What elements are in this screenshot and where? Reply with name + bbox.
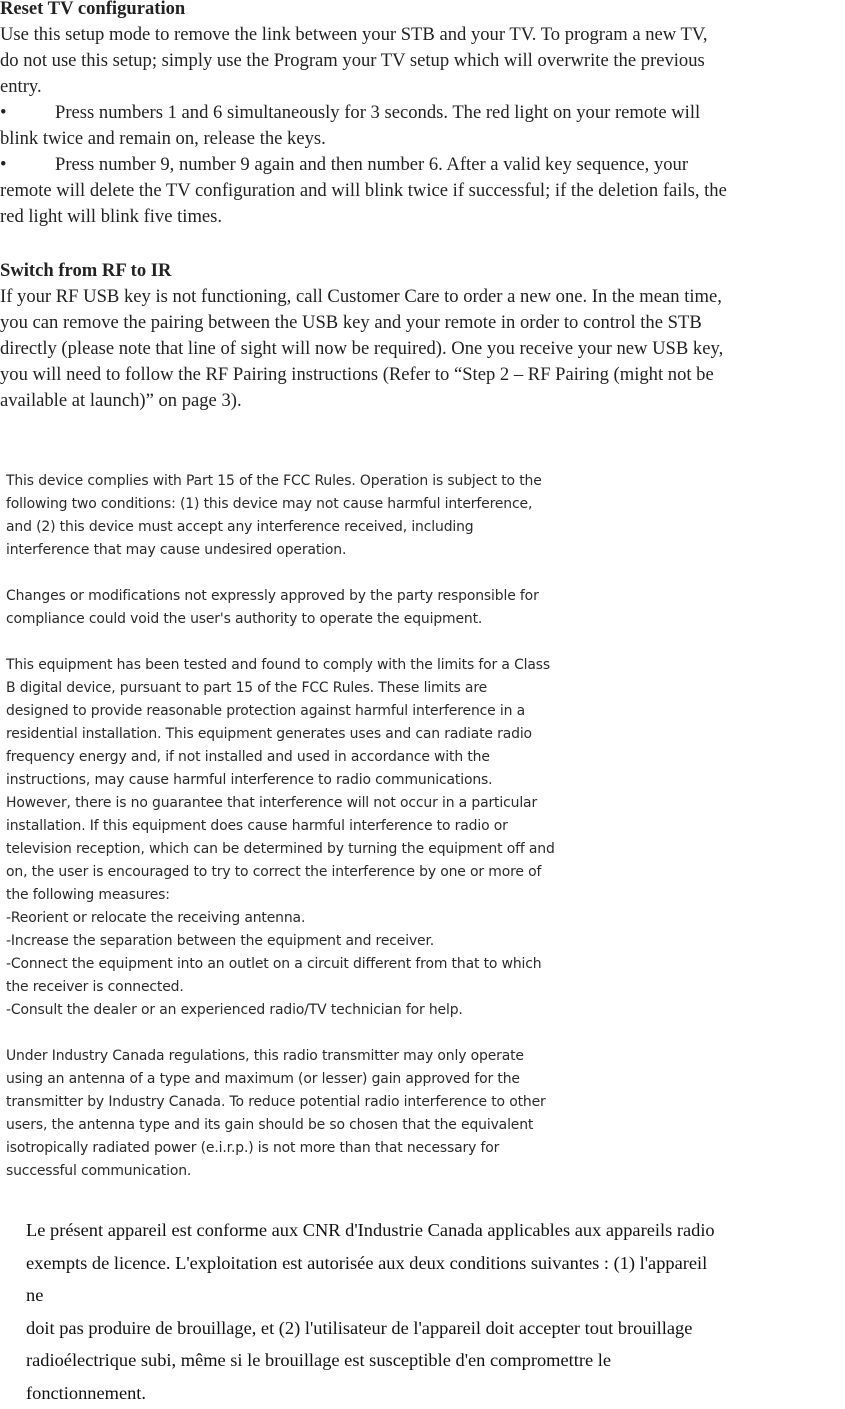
fcc-line: the receiver is connected. — [6, 975, 617, 998]
fcc-line: designed to provide reasonable protection against harmful interference in a — [6, 699, 617, 722]
fcc-line: transmitter by Industry Canada. To reduce potential radio interference to other — [6, 1090, 617, 1113]
fcc-paragraph-2 — [6, 584, 617, 630]
fcc-line: isotropically radiated power (e.i.r.p.) is not more than that necessary for — [6, 1136, 617, 1159]
reset-tv-heading: Reset TV configuration — [0, 0, 845, 22]
switch-line: you can remove the pairing between the USB key and your remote in order to control the STB — [0, 310, 845, 336]
switch-rf-ir-section — [0, 258, 845, 414]
french-line: radioélectrique subi, même si le brouillage est susceptible d'en compromettre le — [26, 1344, 845, 1377]
fcc-line: interference that may cause undesired operation. — [6, 538, 617, 561]
french-compliance-statement — [26, 1214, 845, 1409]
reset-bullet-2-cont: remote will delete the TV configuration and will blink twice if successful; if the deletion fails, the — [0, 178, 845, 204]
reset-bullet-2-cont: red light will blink five times. — [0, 204, 845, 230]
french-line: Le présent appareil est conforme aux CNR d'Industrie Canada applicables aux appareils radio — [26, 1214, 845, 1247]
bullet-marker: • — [0, 152, 55, 178]
switch-line: If your RF USB key is not functioning, call Customer Care to order a new one. In the mean time, — [0, 284, 845, 310]
fcc-paragraph-4 — [6, 1044, 617, 1182]
fcc-line: users, the antenna type and its gain should be so chosen that the equivalent — [6, 1113, 617, 1136]
french-line: doit pas produire de brouillage, et (2) l'utilisateur de l'appareil doit accepter tout brouillage — [26, 1312, 845, 1345]
reset-intro-line: entry. — [0, 74, 845, 100]
fcc-line: instructions, may cause harmful interference to radio communications. — [6, 768, 617, 791]
reset-bullet-2 — [0, 152, 845, 178]
bullet-marker: • — [0, 100, 55, 126]
fcc-line: following two conditions: (1) this device may not cause harmful interference, — [6, 492, 617, 515]
fcc-line: However, there is no guarantee that interference will not occur in a particular — [6, 791, 617, 814]
fcc-line: Changes or modifications not expressly approved by the party responsible for — [6, 584, 617, 607]
fcc-line: frequency energy and, if not installed and used in accordance with the — [6, 745, 617, 768]
fcc-line: This device complies with Part 15 of the FCC Rules. Operation is subject to the — [6, 469, 617, 492]
french-line: ne — [26, 1279, 845, 1312]
french-line: exempts de licence. L'exploitation est autorisée aux deux conditions suivantes : (1) l'appareil — [26, 1247, 845, 1280]
reset-bullet-1 — [0, 100, 845, 126]
fcc-line: -Increase the separation between the equipment and receiver. — [6, 929, 617, 952]
fcc-line: Under Industry Canada regulations, this radio transmitter may only operate — [6, 1044, 617, 1067]
fcc-line: -Connect the equipment into an outlet on a circuit different from that to which — [6, 952, 617, 975]
fcc-line: -Consult the dealer or an experienced radio/TV technician for help. — [6, 998, 617, 1021]
switch-line: directly (please note that line of sight will now be required). One you receive your new USB key, — [0, 336, 845, 362]
fcc-paragraph-1 — [6, 469, 617, 561]
fcc-line: successful communication. — [6, 1159, 617, 1182]
switch-heading: Switch from RF to IR — [0, 258, 845, 284]
fcc-line: This equipment has been tested and found to comply with the limits for a Class — [6, 653, 617, 676]
switch-line: you will need to follow the RF Pairing instructions (Refer to “Step 2 – RF Pairing (might not be — [0, 362, 845, 388]
fcc-line: television reception, which can be determined by turning the equipment off and — [6, 837, 617, 860]
reset-intro-line: do not use this setup; simply use the Program your TV setup which will overwrite the previous — [0, 48, 845, 74]
fcc-line: and (2) this device must accept any interference received, including — [6, 515, 617, 538]
french-line: fonctionnement. — [26, 1377, 845, 1409]
bullet-text: Press number 9, number 9 again and then number 6. After a valid key sequence, your — [55, 154, 688, 175]
reset-bullet-1-cont: blink twice and remain on, release the keys. — [0, 126, 845, 152]
fcc-line: using an antenna of a type and maximum (or lesser) gain approved for the — [6, 1067, 617, 1090]
bullet-text: Press numbers 1 and 6 simultaneously for 3 seconds. The red light on your remote will — [55, 102, 700, 123]
fcc-line: the following measures: — [6, 883, 617, 906]
fcc-line: compliance could void the user's authority to operate the equipment. — [6, 607, 617, 630]
fcc-line: -Reorient or relocate the receiving antenna. — [6, 906, 617, 929]
fcc-line: residential installation. This equipment generates uses and can radiate radio — [6, 722, 617, 745]
reset-tv-section — [0, 0, 845, 230]
fcc-line: B digital device, pursuant to part 15 of the FCC Rules. These limits are — [6, 676, 617, 699]
fcc-paragraph-3 — [6, 653, 617, 1021]
reset-intro-line: Use this setup mode to remove the link between your STB and your TV. To program a new TV, — [0, 22, 845, 48]
fcc-line: installation. If this equipment does cause harmful interference to radio or — [6, 814, 617, 837]
fcc-line: on, the user is encouraged to try to correct the interference by one or more of — [6, 860, 617, 883]
switch-line: available at launch)” on page 3). — [0, 388, 845, 414]
